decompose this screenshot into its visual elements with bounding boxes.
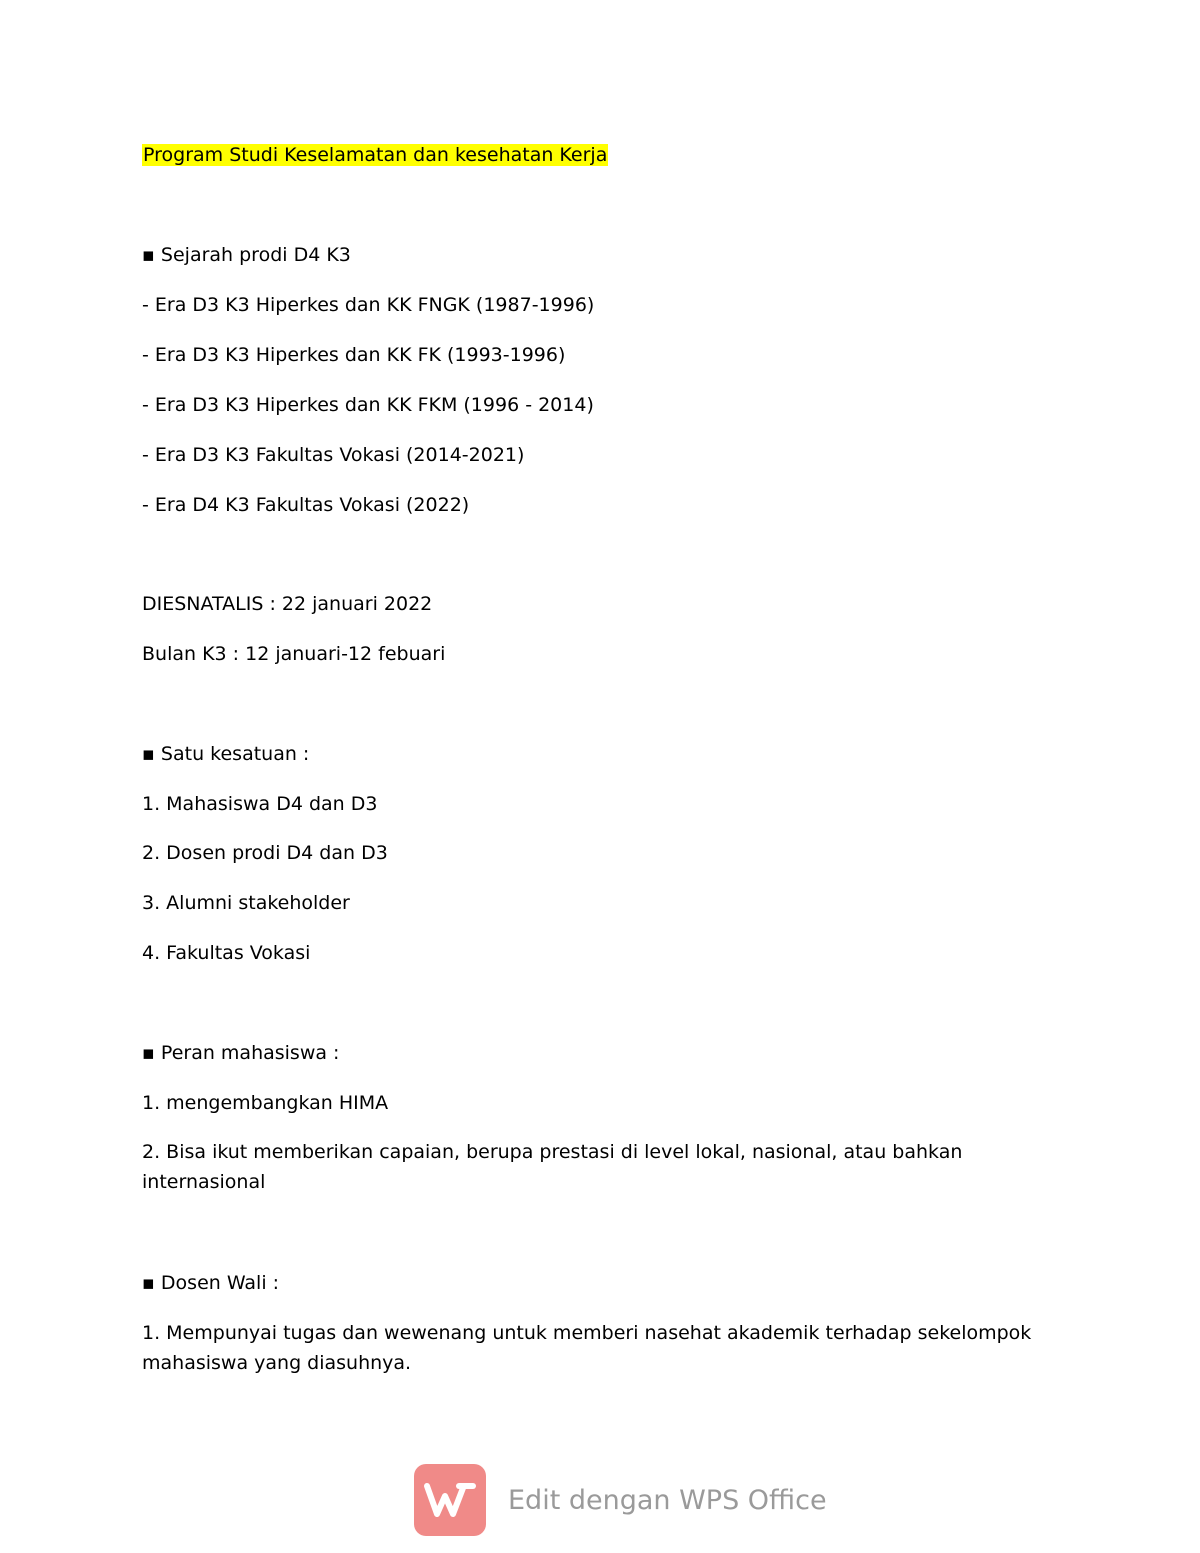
wps-w-glyph — [423, 1480, 477, 1520]
wps-edit-text: Edit dengan WPS Office — [508, 1484, 827, 1516]
bulan-k3-line: Bulan K3 : 12 januari-12 febuari — [142, 643, 446, 665]
list-item: - Era D3 K3 Fakultas Vokasi (2014-2021) — [142, 444, 525, 466]
list-item: 4. Fakultas Vokasi — [142, 942, 311, 964]
wps-office-logo-icon — [414, 1464, 486, 1536]
list-item: 1. Mahasiswa D4 dan D3 — [142, 793, 378, 815]
list-item: 2. Dosen prodi D4 dan D3 — [142, 842, 388, 864]
list-item: 2. Bisa ikut memberikan capaian, berupa prestasi di level lokal, nasional, atau bahkan internasional — [142, 1141, 963, 1193]
section-heading-sejarah: ▪ Sejarah prodi D4 K3 — [142, 244, 351, 266]
section-heading-peran-mahasiswa: ▪ Peran mahasiswa : — [142, 1042, 340, 1064]
document-title-line — [142, 140, 608, 170]
list-item: - Era D3 K3 Hiperkes dan KK FNGK (1987-1996) — [142, 294, 595, 316]
wps-edit-banner[interactable] — [414, 1464, 827, 1536]
list-item: - Era D3 K3 Hiperkes dan KK FK (1993-1996) — [142, 344, 566, 366]
list-item: 1. Mempunyai tugas dan wewenang untuk memberi nasehat akademik terhadap sekelompok mahasiswa yang diasuhnya. — [142, 1322, 1032, 1374]
section-heading-dosen-wali: ▪ Dosen Wali : — [142, 1272, 280, 1294]
list-item: 1. mengembangkan HIMA — [142, 1092, 389, 1114]
document-title: Program Studi Keselamatan dan kesehatan Kerja — [143, 144, 608, 166]
list-item: 3. Alumni stakeholder — [142, 892, 350, 914]
list-item: - Era D4 K3 Fakultas Vokasi (2022) — [142, 494, 470, 516]
section-heading-satu-kesatuan: ▪ Satu kesatuan : — [142, 743, 310, 765]
diesnatalis-line: DIESNATALIS : 22 januari 2022 — [142, 593, 433, 615]
list-item: - Era D3 K3 Hiperkes dan KK FKM (1996 - 2014) — [142, 394, 594, 416]
